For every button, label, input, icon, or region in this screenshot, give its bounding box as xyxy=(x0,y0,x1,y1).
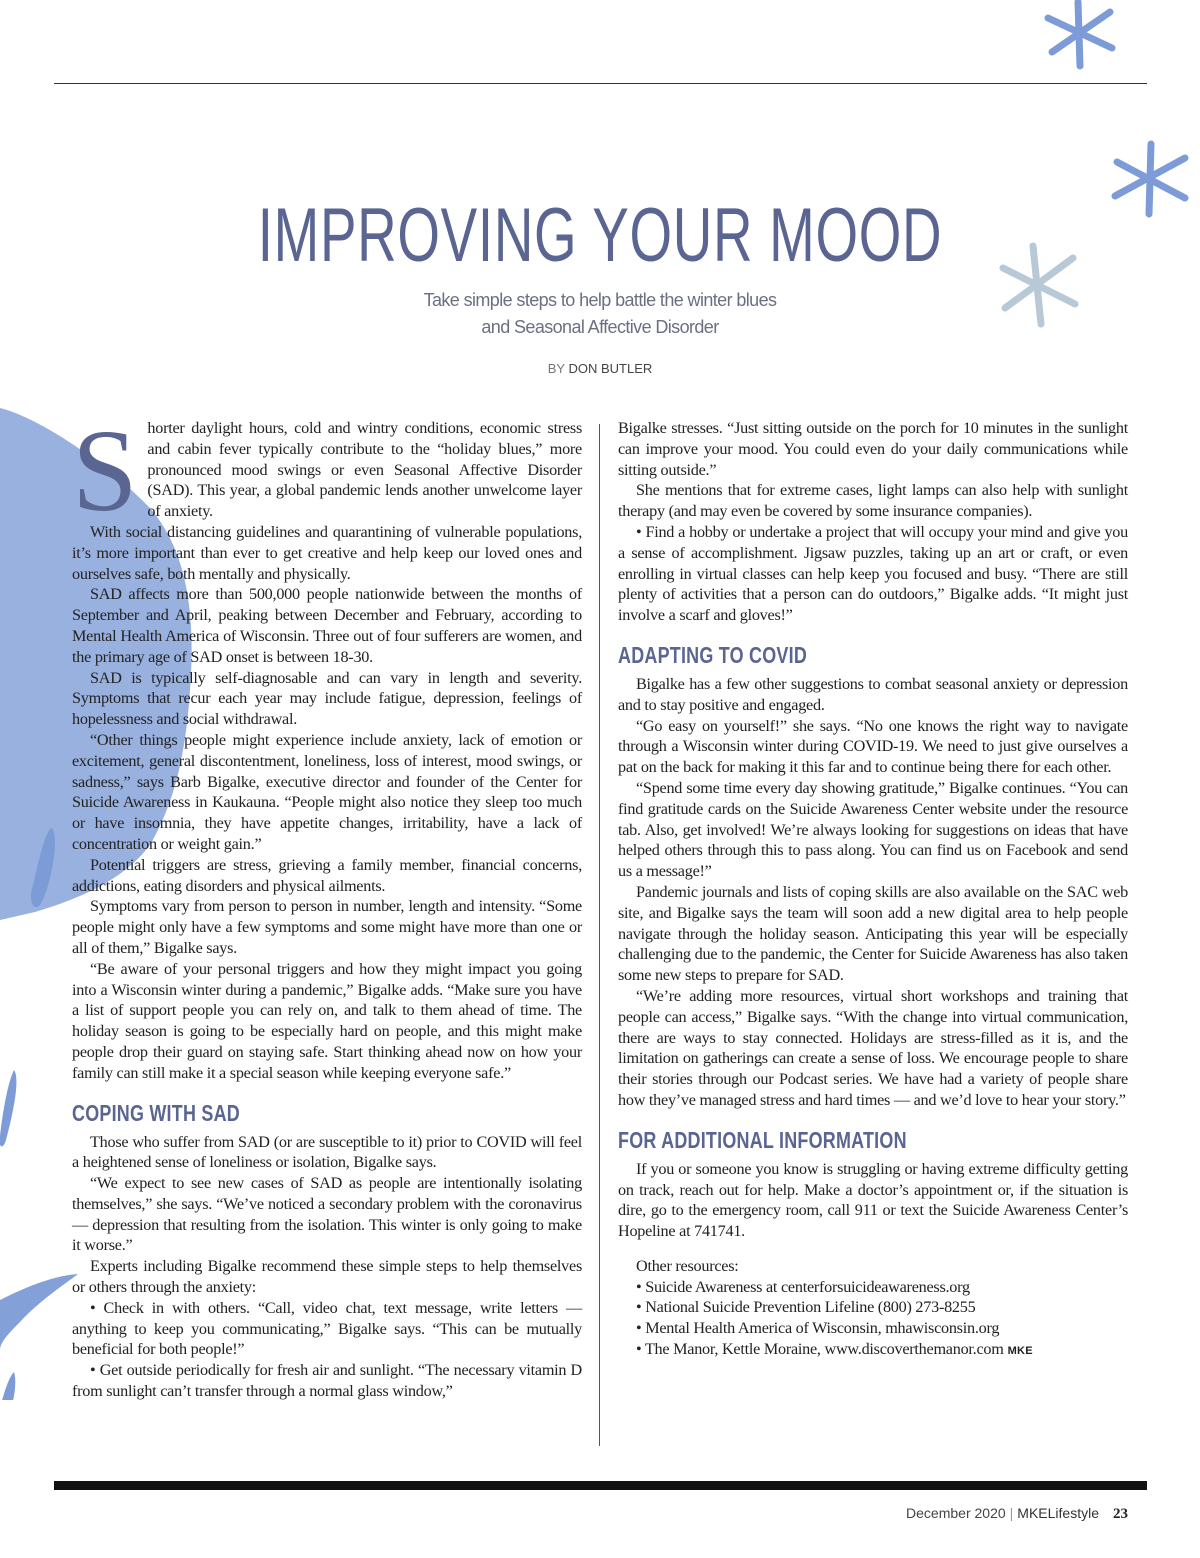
snowflake-icon xyxy=(1030,0,1130,75)
byline-author: DON BUTLER xyxy=(568,361,653,376)
page-footer xyxy=(906,1505,1128,1523)
resource-item: • National Suicide Prevention Lifeline (800) 273-8255 xyxy=(636,1298,976,1317)
article-paragraph: SAD is typically self-diagnosable and can vary in length and severity. Symptoms that recur each year may include fatigue, depression, feelings of hopelessness and social withdrawal. xyxy=(72,668,582,729)
article-paragraph: “Go easy on yourself!” she says. “No one knows the right way to navigate through a Wisconsin winter during COVID-19. We need to just give ourselves a pat on the back for making it this far and to continue being there for each other. xyxy=(618,716,1128,777)
section-heading-covid: ADAPTING TO COVID xyxy=(618,641,808,668)
bullet-paragraph: • Find a hobby or undertake a project that will occupy your mind and give you a sense of accomplishment. Jigsaw puzzles, taking up an art or craft, or even enrolling in virtual classes can help keep you focused and busy. “There are still plenty of activities that a person can do outdoors,” Bigalke adds. “It might just involve a scarf and gloves!” xyxy=(618,522,1128,625)
blue-brush-stroke-lower xyxy=(0,1270,80,1350)
blue-brush-stroke xyxy=(0,1070,30,1160)
footer-date: December 2020 xyxy=(906,1505,1006,1521)
bottom-rule xyxy=(54,1481,1147,1490)
article-paragraph: “Be aware of your personal triggers and how they might impact you going into a Wisconsin winter during a pandemic,” Bigalke adds. “Make sure you have a list of support people you can rely on, and talk to them ahead of time. The holiday season is going to be especially hard on people, and this might make people drop their guard on staying safe. Start thinking ahead now on how your family can still make it a special season while keeping everyone safe.” xyxy=(72,959,582,1082)
resources-heading: Other resources: xyxy=(636,1256,739,1275)
article-paragraph: Potential triggers are stress, grieving a family member, financial concerns, addictions, eating disorders and physical ailments. xyxy=(72,855,582,895)
section-heading-info: FOR ADDITIONAL INFORMATION xyxy=(618,1126,907,1153)
snowflake-icon-large xyxy=(1105,138,1195,228)
footer-magazine: MKELifestyle xyxy=(1017,1505,1099,1521)
right-column xyxy=(618,418,1128,1362)
end-mark: MKE xyxy=(1007,1345,1033,1358)
resource-item-last: • The Manor, Kettle Moraine, www.discoverthemanor.com MKE xyxy=(636,1340,1033,1359)
column-divider xyxy=(599,424,600,1446)
article-paragraph: Bigalke stresses. “Just sitting outside on the porch for 10 minutes in the sunlight can improve your mood. You could even do your daily communications while sitting outside.” xyxy=(618,419,1128,479)
resource-item: • Suicide Awareness at centerforsuicideawareness.org xyxy=(636,1277,970,1296)
article-paragraph: “Spend some time every day showing gratitude,” Bigalke continues. “You can find gratitude cards on the Suicide Awareness Center website under the resource tab. Also, get involved! We’re always looking for suggestions on ideas that have helped others through this to pass along. You can find us on Facebook and send us a message!” xyxy=(618,778,1128,881)
subtitle-line-1: Take simple steps to help battle the winter blues xyxy=(423,290,777,310)
page-title: IMPROVING YOUR MOOD xyxy=(257,193,943,278)
article-paragraph: Bigalke has a few other suggestions to combat seasonal anxiety or depression and to stay positive and engaged. xyxy=(618,674,1128,714)
article-paragraph: “Other things people might experience include anxiety, lack of emotion or excitement, general discontentment, loneliness, loss of interest, mood swings, or sadness,” says Barb Bigalke, executive director and founder of the Center for Suicide Awareness in Kaukauna. “People might also notice they sleep too much or have insomnia, they have appetite changes, irritability, have a lack of concentration or weight gain.” xyxy=(72,730,582,853)
page-number: 23 xyxy=(1113,1506,1128,1522)
bullet-paragraph: • Get outside periodically for fresh air and sunlight. “The necessary vitamin D from sunlight can’t transfer through a normal glass window,” xyxy=(72,1361,582,1401)
article-paragraph: “We’re adding more resources, virtual short workshops and training that people can access,” Bigalke says. “With the change into virtual communication, there are ways to stay connected. Holidays are stress-filled as it is, and the limitation on gatherings can create a sense of loss. We encourage people to share their stories through our Podcast series. We have had a variety of people share how they’ve managed stress and hard times — and we’d love to hear your story.” xyxy=(618,986,1128,1109)
article-paragraph: Those who suffer from SAD (or are susceptible to it) prior to COVID will feel a heightened sense of loneliness or isolation, Bigalke says. xyxy=(72,1132,582,1172)
article-paragraph: “We expect to see new cases of SAD as people are intentionally isolating themselves,” she says. “We’ve noticed a secondary problem with the coronavirus — depression that resulting from the isolation. This winter is only going to make it worse.” xyxy=(72,1174,582,1255)
article-paragraph: If you or someone you know is struggling or having extreme difficulty getting on track, reach out for help. Make a doctor’s appointment or, if the situation is dire, go to the emergency room, call 911 or text the Suicide Awareness Center’s Hopeline at 741741. xyxy=(618,1159,1128,1241)
footer-separator: | xyxy=(1009,1505,1014,1521)
subtitle-line-2: and Seasonal Affective Disorder xyxy=(481,317,719,337)
top-rule xyxy=(54,83,1147,84)
bullet-paragraph: • Check in with others. “Call, video chat, text message, write letters — anything to keep you communicating,” Bigalke says. “This can be mutually beneficial for both people!” xyxy=(72,1298,582,1359)
article-paragraph: Pandemic journals and lists of coping skills are also available on the SAC web site, and Bigalke says the team will soon add a new digital area to help people navigate through the holiday season. Anticipating this year will be especially challenging due to the pandemic, the Center for Suicide Awareness has also taken some new steps to prepare for SAD. xyxy=(618,882,1128,985)
section-heading-coping: COPING WITH SAD xyxy=(72,1099,240,1126)
left-column xyxy=(72,405,582,1402)
article-paragraph: Shorter daylight hours, cold and wintry conditions, economic stress and cabin fever typically contribute to the “holiday blues,” more pronounced mood swings or even Seasonal Affective Disorder (SAD). This year, a global pandemic lends another unwelcome layer of anxiety. xyxy=(72,405,582,536)
article-paragraph: Symptoms vary from person to person in number, length and intensity. “Some people might only have a few symptoms and some might have more than one or all of them,” Bigalke says. xyxy=(72,897,582,957)
byline xyxy=(0,361,1200,376)
article-paragraph: She mentions that for extreme cases, light lamps can also help with sunlight therapy (and may even be covered by some insurance companies). xyxy=(618,481,1128,521)
article-paragraph: SAD affects more than 500,000 people nationwide between the months of September and April, peaking between December and February, according to Mental Health America of Wisconsin. Three out of four sufferers are women, and the primary age of SAD onset is between 18-30. xyxy=(72,585,582,666)
resource-item: • Mental Health America of Wisconsin, mhawisconsin.org xyxy=(636,1319,1000,1338)
article-paragraph: With social distancing guidelines and quarantining of vulnerable populations, it’s more important than ever to get creative and help keep our loved ones and ourselves safe, both mentally and physically. xyxy=(72,522,582,583)
article-paragraph: Experts including Bigalke recommend these simple steps to help themselves or others through the anxiety: xyxy=(72,1257,582,1297)
drop-cap: S xyxy=(72,405,138,536)
subtitle xyxy=(300,287,900,341)
byline-prefix: BY xyxy=(547,361,565,376)
